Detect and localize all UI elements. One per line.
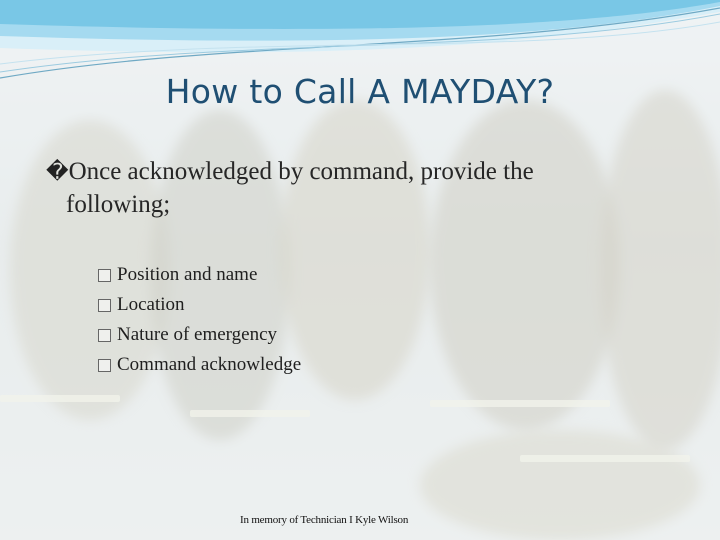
list-item — [98, 350, 301, 380]
memorial-footer: In memory of Technician I Kyle Wilson — [240, 514, 409, 526]
checkbox-icon — [98, 269, 111, 282]
checkbox-icon — [98, 299, 111, 312]
intro-paragraph — [46, 156, 646, 221]
intro-line-2: following; — [66, 191, 171, 218]
checkbox-icon — [98, 359, 111, 372]
list-item — [98, 260, 301, 290]
slide-title: How to Call A MAYDAY? — [165, 72, 555, 111]
list-item-label: Nature of emergency — [117, 324, 278, 345]
list-item-label: Location — [117, 294, 185, 315]
bullet-marker-icon: � — [46, 160, 69, 185]
list-item-label: Command acknowledge — [117, 354, 302, 375]
item-list — [98, 260, 301, 380]
checkbox-icon — [98, 329, 111, 342]
intro-line-1: Once acknowledged by command, provide the — [68, 158, 534, 185]
list-item — [98, 290, 301, 320]
list-item-label: Position and name — [117, 264, 258, 285]
list-item — [98, 320, 301, 350]
